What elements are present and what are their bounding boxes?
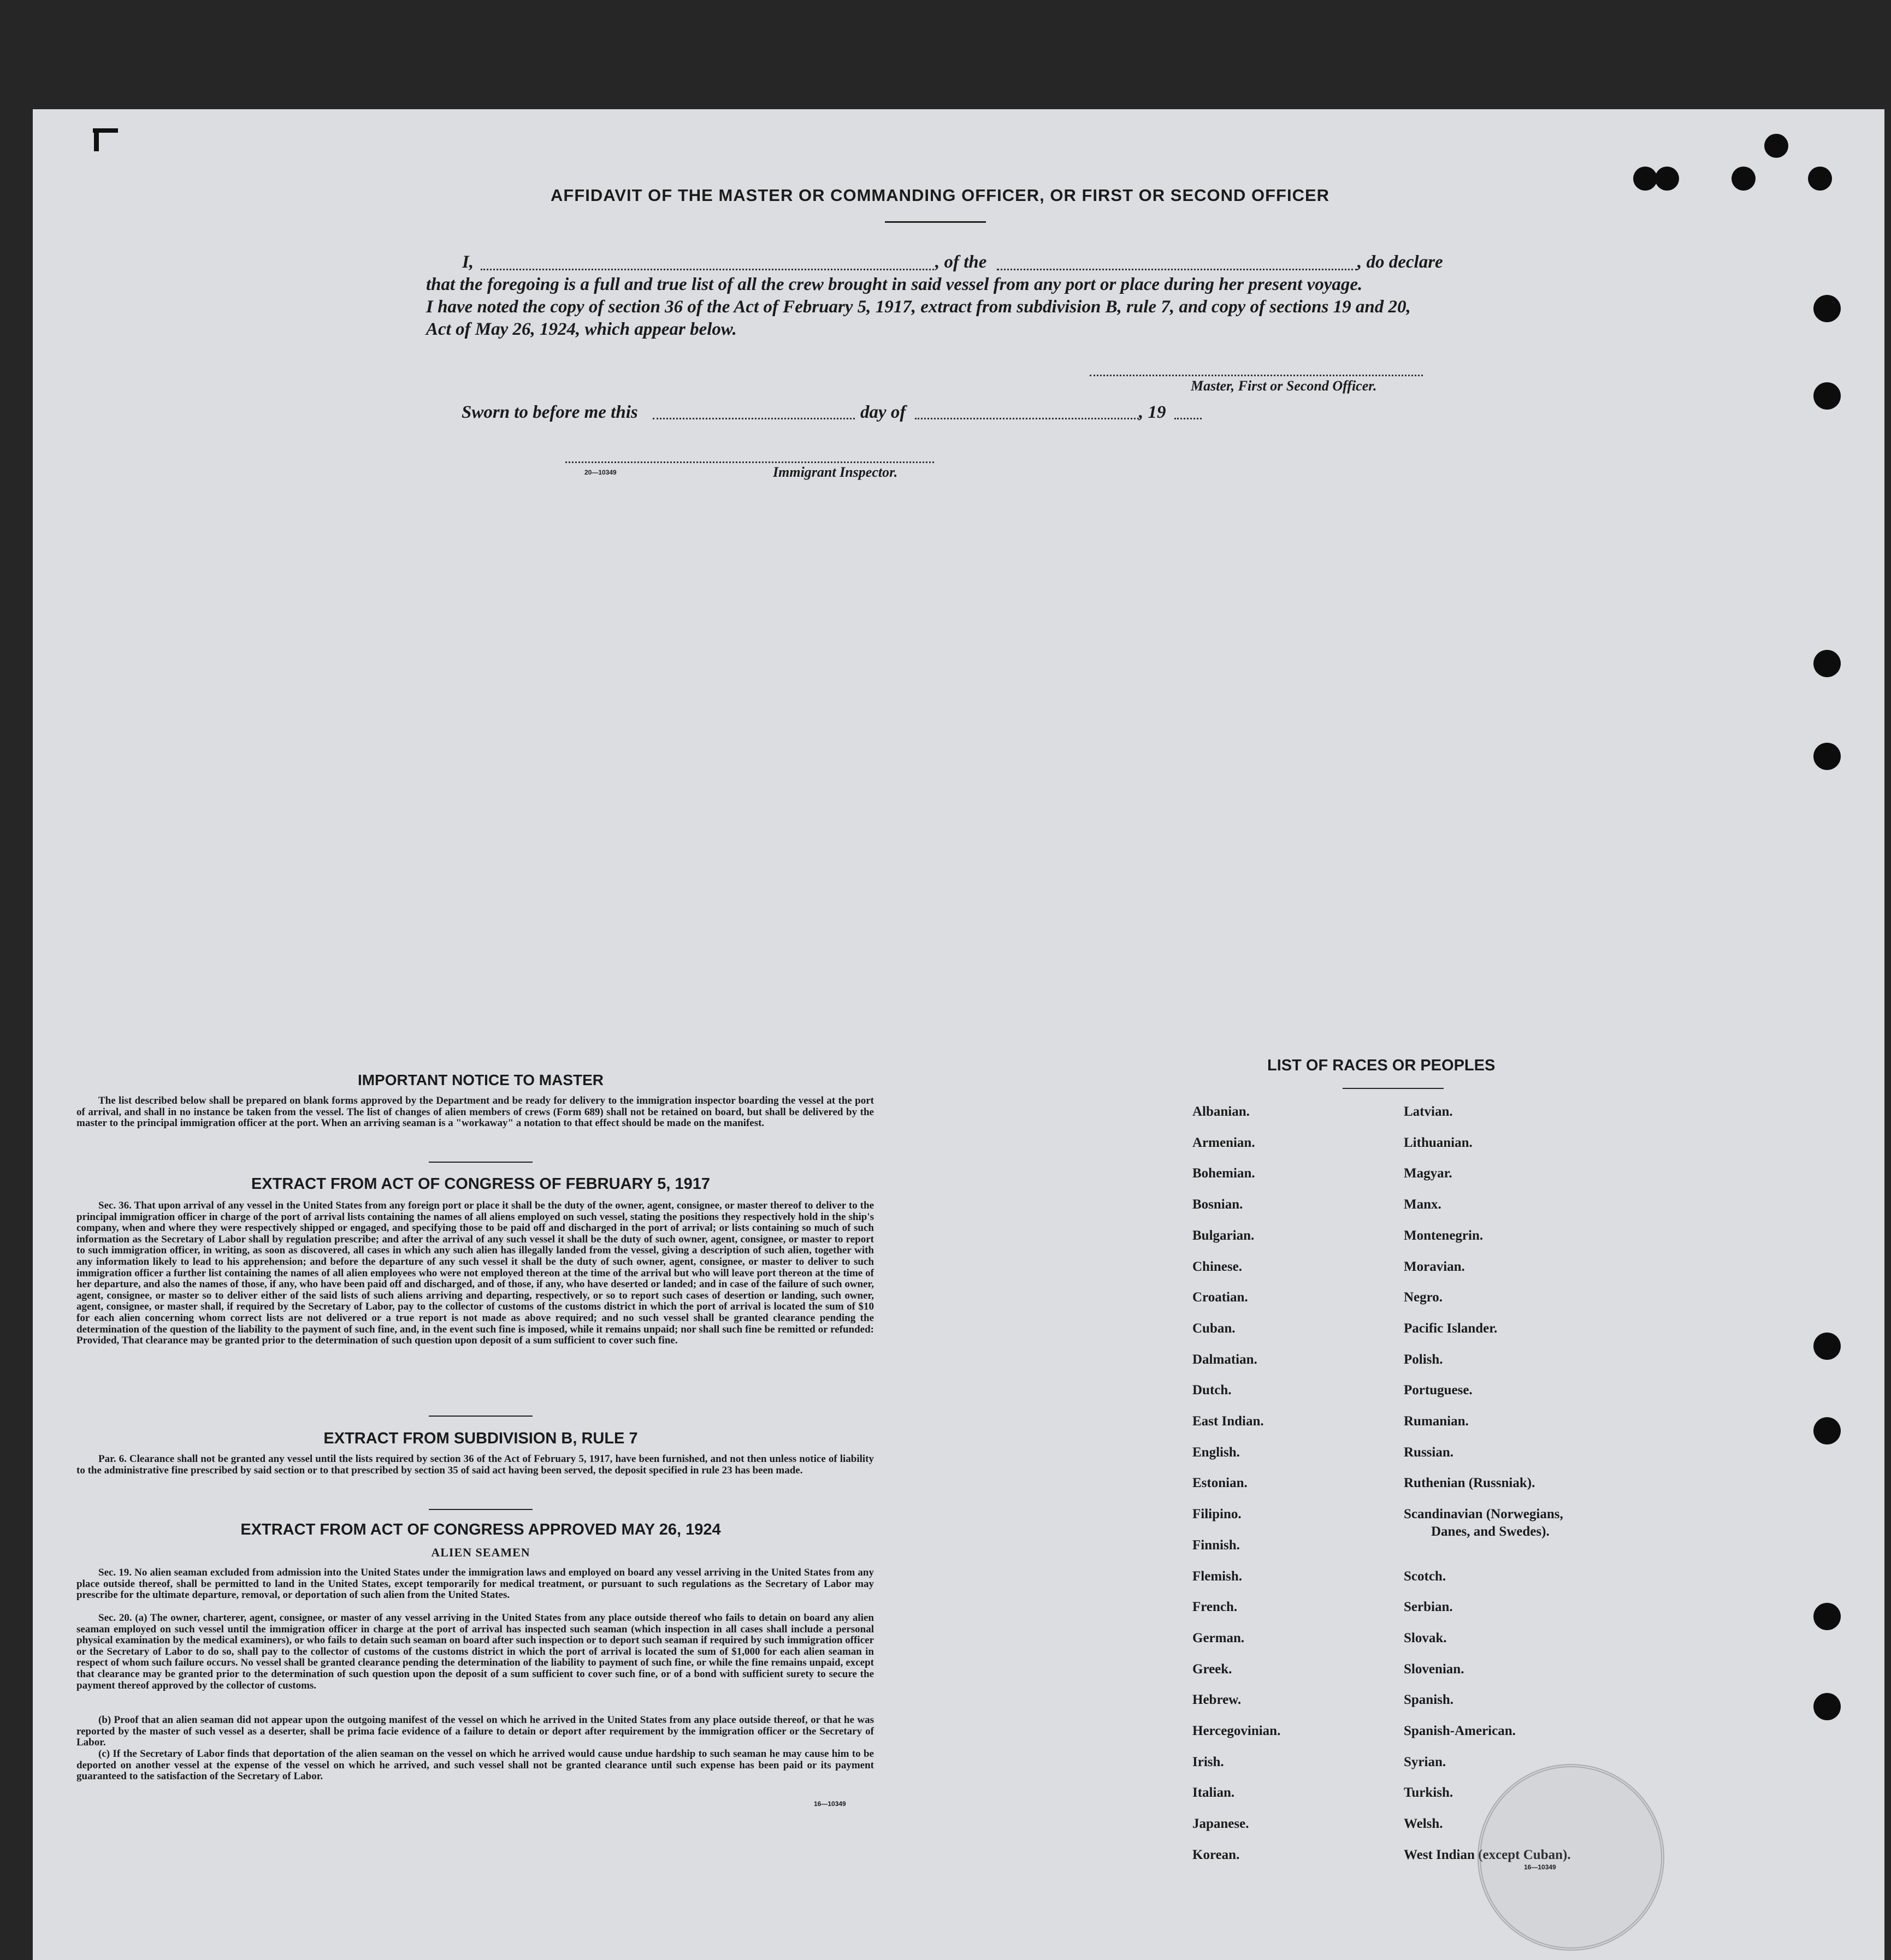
affidavit-title: AFFIDAVIT OF THE MASTER OR COMMANDING OFFICER, OR FIRST OR SECOND OFFICER: [551, 186, 1330, 205]
race-item: Moravian.: [1404, 1259, 1465, 1274]
race-item: German.: [1192, 1630, 1245, 1645]
punch-hole-right-3: [1813, 650, 1841, 677]
race-item: Estonian.: [1192, 1476, 1248, 1491]
punch-hole-right-7: [1813, 1603, 1841, 1630]
race-item: Bosnian.: [1192, 1197, 1243, 1212]
race-item: Spanish.: [1404, 1692, 1454, 1708]
race-item: Korean.: [1192, 1847, 1240, 1862]
day-of-label: day of: [860, 402, 906, 422]
affidavit-declare: , do declare: [1357, 252, 1443, 272]
race-item: Polish.: [1404, 1352, 1443, 1367]
extract-1917-title: EXTRACT FROM ACT OF CONGRESS OF FEBRUARY 5, 1917: [251, 1175, 711, 1193]
race-item: English.: [1192, 1444, 1240, 1460]
race-item: Hebrew.: [1192, 1692, 1242, 1708]
races-title-underline: [1343, 1088, 1444, 1089]
punch-hole-right-8: [1813, 1693, 1841, 1720]
race-item: Serbian.: [1404, 1600, 1453, 1615]
form-number-top: 20—10349: [584, 469, 617, 476]
sec19-text: Sec. 19. No alien seaman excluded from admission into the United States under the immigration laws and employed on board any vessel arriving in the United States from any place outside thereof, shall be permitted to land in the United States, except temporarily for medical treatment, or pursuant to such regulations as the Secretary of Labor may prescribe for the ultimate departure, removal, or deportation of such alien from the United States.: [76, 1567, 874, 1601]
vessel-field[interactable]: [997, 269, 1357, 270]
punch-hole-top-2: [1655, 167, 1679, 191]
race-item: Slovenian.: [1404, 1661, 1464, 1677]
affidavit-line-2: that the foregoing is a full and true list of all the crew brought in said vessel from any port or place during her present voyage.: [426, 275, 1363, 294]
sworn-month-field[interactable]: [915, 418, 1139, 419]
race-item: Bulgarian.: [1192, 1228, 1255, 1243]
affidavit-of-the: , of the: [935, 252, 987, 272]
race-item: Finnish.: [1192, 1537, 1240, 1553]
race-item: Greek.: [1192, 1661, 1232, 1677]
corner-mark-stem: [94, 128, 99, 151]
race-item: Negro.: [1404, 1290, 1443, 1305]
race-item: Rumanian.: [1404, 1414, 1469, 1429]
race-item: Danes, and Swedes).: [1431, 1524, 1550, 1539]
punch-hole-right-6: [1813, 1417, 1841, 1444]
notice-divider: [429, 1162, 533, 1163]
race-item: Albanian.: [1192, 1104, 1250, 1119]
extract-1917-divider: [429, 1416, 533, 1417]
race-item: Lithuanian.: [1404, 1135, 1473, 1150]
race-item: Slovak.: [1404, 1630, 1447, 1645]
year-field[interactable]: [1174, 418, 1202, 419]
alien-seamen-subtitle: ALIEN SEAMEN: [431, 1546, 530, 1559]
races-title: LIST OF RACES OR PEOPLES: [1267, 1057, 1496, 1074]
race-item: Cuban.: [1192, 1321, 1236, 1336]
race-item: Dutch.: [1192, 1383, 1232, 1398]
race-item: Russian.: [1404, 1444, 1454, 1460]
race-item: Welsh.: [1404, 1816, 1443, 1832]
master-signature-field[interactable]: [1090, 375, 1423, 376]
sworn-label: Sworn to before me this: [462, 402, 638, 422]
race-item: Japanese.: [1192, 1816, 1249, 1832]
race-item: Italian.: [1192, 1785, 1235, 1801]
master-signature-label: Master, First or Second Officer.: [1191, 378, 1377, 394]
race-item: French.: [1192, 1600, 1238, 1615]
punch-hole-right-2: [1813, 382, 1841, 410]
extract-rule7-divider: [429, 1509, 533, 1510]
punch-hole-top-4: [1808, 167, 1832, 191]
race-item: Turkish.: [1404, 1785, 1453, 1801]
title-underline: [885, 221, 986, 223]
punch-hole-top-3: [1732, 167, 1756, 191]
race-item: Bohemian.: [1192, 1166, 1255, 1181]
race-item: Syrian.: [1404, 1754, 1446, 1769]
race-item: Magyar.: [1404, 1166, 1452, 1181]
race-item: Latvian.: [1404, 1104, 1453, 1119]
extract-1917-text: Sec. 36. That upon arrival of any vessel in the United States from any foreign port or place it shall be the duty of the owner, agent, consignee, or master thereof to deliver to the principal immigration officer in charge of the port of arrival lists containing the names of all aliens employed on such vessel, stating the positions they respectively hold in the ship's company, when and where they were respectively shipped or engaged, and specifying those to be paid off and discharged in the port of arrival; or lists containing so much of such information as the Secretary of Labor shall by regulation prescribe; and after the arrival of any such vessel it shall be the duty of such owner, agent, consignee, or master to report to such immigration officer, in writing, as soon as discovered, all cases in which any such alien has illegally landed from the vessel, giving a description of such alien, together with any information likely to lead to his apprehension; and before the departure of any such vessel it shall be the duty of such owner, agent, consignee, or master to deliver to such immigration officer a further list containing the names of all alien employees who were not employed thereon at the time of the arrival but who will leave port thereon at the time of her departure, and also the names of those, if any, who have been paid off and discharged, and of those, if any, who have deserted or landed; and in case of the failure of such owner, agent, consignee, or master so to deliver either of the said lists of such aliens arriving and departing, respectively, or so to report such cases of desertion or landing, such owner, agent, consignee, or master shall, if required by the Secretary of Labor, pay to the collector of customs of the customs district in which the port of arrival is located the sum of $10 for each alien concerning whom correct lists are not delivered or a true report is not made as above required; and no such vessel shall be granted clearance pending the determination of the question of the liability to the payment of such fine, and, in the event such fine is imposed, while it remains unpaid; nor shall such fine be remitted or refunded: Provided, That clearance may be granted prior to the determination of such question upon deposit of a sum sufficient to cover such fine.: [76, 1200, 874, 1347]
race-item: West Indian (except Cuban).: [1404, 1847, 1571, 1862]
race-item: Pacific Islander.: [1404, 1321, 1498, 1336]
name-field[interactable]: [481, 269, 934, 270]
punch-hole-top-1: [1633, 167, 1657, 191]
form-number-bottom: 16—10349: [814, 1800, 846, 1808]
sec20a-text: Sec. 20. (a) The owner, charterer, agent, consignee, or master of any vessel arriving in the United States from any place outside thereof who fails to detain on board any alien seaman employed on such vessel until the immigration officer in charge at the port of arrival has inspected such seaman (which inspection in all cases shall include a personal physical examination by the medical examiners), or who fails to detain such seaman on board after such inspection or to deport such seaman if required by such immigration officer or the Secretary of Labor to do so, shall pay to the collector of customs of the customs district in which the port of arrival is located the sum of $1,000 for each alien seaman in respect of whom such failure occurs. No vessel shall be granted clearance pending the determination of the liability to payment of such fine, or while the fine remains unpaid, except that clearance may be granted prior to the determination of such question upon the deposit of a sum sufficient to cover such fine, or of a bond with sufficient surety to secure the payment thereof approved by the collector of customs.: [76, 1612, 874, 1691]
sworn-day-field[interactable]: [653, 418, 855, 419]
race-item: Armenian.: [1192, 1135, 1255, 1150]
notice-title: IMPORTANT NOTICE TO MASTER: [357, 1071, 604, 1088]
extract-rule7-text: Par. 6. Clearance shall not be granted any vessel until the lists required by section 36 of the Act of February 5, 1917, have been furnished, and not then unless notice of liability to the administrative fine prescribed by said section or to that prescribed by section 35 of said act having been served, the deposit specified in rule 23 has been made.: [76, 1453, 874, 1476]
race-item: Dalmatian.: [1192, 1352, 1257, 1367]
notice-text: The list described below shall be prepared on blank forms approved by the Department and be ready for delivery to the immigration inspector boarding the vessel at the port of arrival, and shall in no instance be taken from the vessel. The list of changes of alien members of crews (Form 689) shall not be retained on board, but shall be delivered by the master to the principal immigration officer at the port. When an arriving seaman is a "workaway" a notation to that effect should be made on the manifest.: [76, 1095, 874, 1129]
race-item: Filipino.: [1192, 1507, 1242, 1522]
race-item: Manx.: [1404, 1197, 1441, 1212]
inspector-signature-field[interactable]: [565, 461, 934, 463]
affidavit-i: I,: [462, 252, 474, 272]
race-item: Croatian.: [1192, 1290, 1248, 1305]
inspector-label: Immigrant Inspector.: [773, 464, 898, 480]
race-item: East Indian.: [1192, 1414, 1264, 1429]
punch-hole-top-5: [1764, 134, 1788, 158]
sec20b-text: (b) Proof that an alien seaman did not appear upon the outgoing manifest of the vessel on which he arrived in the United States from any place outside thereof, or that he was reported by the master of such vessel as a deserter, shall be prima facie evidence of a failure to detain or deport after requirement by the immigration officer or the Secretary of Labor.: [76, 1714, 874, 1749]
year-prefix: , 19: [1139, 402, 1166, 422]
races-form-number: 16—10349: [1524, 1863, 1556, 1871]
extract-rule7-title: EXTRACT FROM SUBDIVISION B, RULE 7: [323, 1430, 638, 1447]
punch-hole-right-4: [1813, 743, 1841, 770]
race-item: Flemish.: [1192, 1568, 1242, 1584]
sec20c-text: (c) If the Secretary of Labor finds that deportation of the alien seaman on the vessel on which he arrived would cause undue hardship to such seaman he may cause him to be deported on another vessel at the expense of the vessel on which he arrived, and such vessel shall not be granted clearance until such expense has been paid or its payment guaranteed to the satisfaction of the Secretary of Labor.: [76, 1748, 874, 1783]
punch-hole-right-5: [1813, 1333, 1841, 1360]
race-item: Irish.: [1192, 1754, 1224, 1769]
race-item: Chinese.: [1192, 1259, 1242, 1274]
official-seal: [1478, 1764, 1664, 1951]
race-item: Ruthenian (Russniak).: [1404, 1476, 1535, 1491]
punch-hole-right-1: [1813, 295, 1841, 322]
extract-1924-title: EXTRACT FROM ACT OF CONGRESS APPROVED MAY 26, 1924: [240, 1521, 721, 1538]
race-item: Montenegrin.: [1404, 1228, 1484, 1243]
race-item: Scandinavian (Norwegians,: [1404, 1507, 1563, 1522]
affidavit-line-3: I have noted the copy of section 36 of the Act of February 5, 1917, extract from subdivision B, rule 7, and copy of sections 19 and 20,: [426, 297, 1411, 317]
race-item: Portuguese.: [1404, 1383, 1473, 1398]
race-item: Spanish-American.: [1404, 1724, 1516, 1738]
race-item: Scotch.: [1404, 1568, 1446, 1584]
race-item: Hercegovinian.: [1192, 1724, 1281, 1738]
affidavit-line-4: Act of May 26, 1924, which appear below.: [426, 319, 737, 339]
